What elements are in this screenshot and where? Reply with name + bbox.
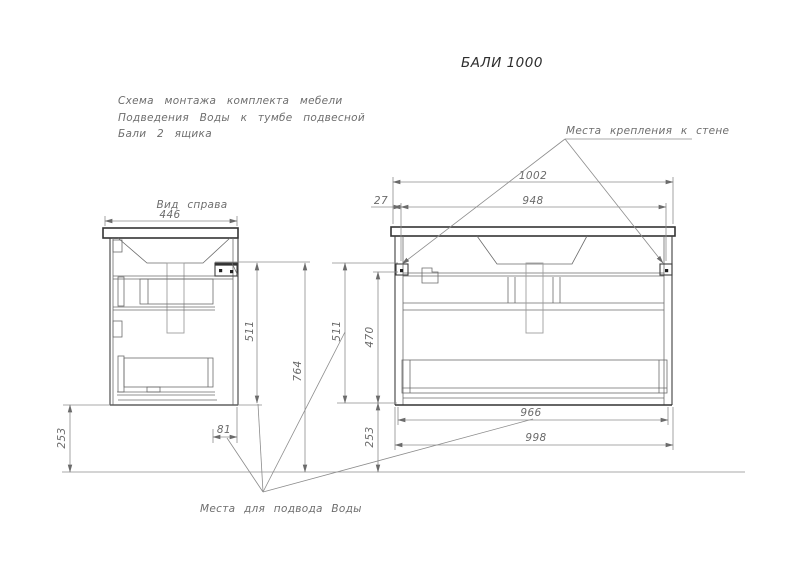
front-view [391,227,675,405]
dim-966: 966 [520,407,542,419]
side-lower-drawer-box [124,358,213,387]
dimension-mount-span [371,203,666,261]
dimensions [62,177,745,472]
dim-470: 470 [364,326,376,348]
front-step-bracket [422,268,438,283]
water-supply-label: Места для подвода Воды [200,503,362,515]
side-upper-drawer-front [118,277,124,306]
side-lower-drawer-front [118,356,124,392]
dim-948: 948 [522,195,544,207]
wall-mount-leader [402,139,692,264]
side-drain-pipe [167,263,184,333]
dim-998: 998 [525,432,547,444]
side-hinge-bottom [113,321,122,337]
side-basin [118,238,230,263]
side-hinge-top [113,240,122,252]
dim-1002: 1002 [518,170,548,182]
side-view [103,228,238,405]
note-line-1: Схема монтажа комплекта мебели [118,95,343,107]
wall-mount-label: Места крепления к стене [566,125,730,137]
annotations [56,55,729,515]
front-basin [477,236,587,264]
side-upper-drawer-box [140,279,213,304]
dim-253-front: 253 [364,426,376,448]
note-line-3: Бали 2 ящика [118,128,212,140]
dim-253-side: 253 [56,427,68,449]
dim-81: 81 [216,424,232,436]
dim-764: 764 [292,360,304,382]
dim-446: 446 [159,209,181,221]
side-view-label: Вид справа [156,199,228,211]
front-countertop [391,227,675,236]
drawing-title: БАЛИ 1000 [461,55,543,71]
side-countertop [103,228,238,238]
leaders [227,139,692,492]
front-drain-pipe [526,263,543,333]
side-wall-bracket [215,263,238,276]
dim-511-front: 511 [331,320,343,342]
water-supply-leader [227,332,533,492]
note-line-2: Подведения Воды к тумбе подвесной [118,112,365,124]
dim-511-side: 511 [244,320,256,342]
dim-27: 27 [373,195,389,207]
side-drawer-clip [147,387,160,392]
